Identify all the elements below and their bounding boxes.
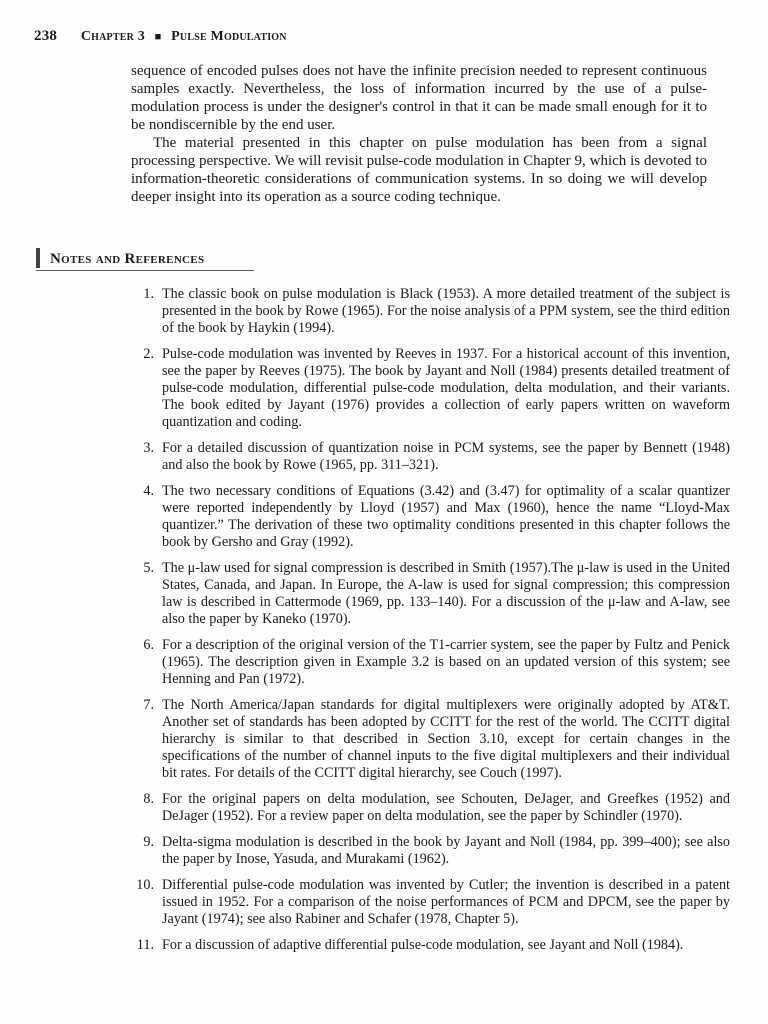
reference-item	[130, 560, 730, 628]
section-title: Notes and References	[50, 251, 205, 267]
reference-item	[130, 834, 730, 868]
reference-number: 10.	[136, 877, 154, 893]
reference-text: The classic book on pulse modulation is Black (1953). A more detailed treatment of the subject is presented in the book by Rowe (1965). For the noise analysis of a PPM system, see the third edition of the book by Haykin (1994).	[162, 286, 730, 336]
reference-item	[130, 791, 730, 825]
reference-text: For a description of the original version of the T1-carrier system, see the paper by Fultz and Penick (1965). The description given in Example 3.2 is based on an updated version of this system; see Henning and Pan (1972).	[162, 637, 730, 687]
reference-number: 8.	[143, 791, 154, 807]
reference-text: Differential pulse-code modulation was invented by Cutler; the invention is described in a patent issued in 1952. For a comparison of the noise performances of PCM and DPCM, see the paper by Jayant (1974); see also Rabiner and Schafer (1978, Chapter 5).	[162, 877, 730, 927]
reference-item	[130, 877, 730, 928]
reference-text: Pulse-code modulation was invented by Reeves in 1937. For a historical account of this invention, see the paper by Reeves (1975). The book by Jayant and Noll (1984) presents detailed treatment of pulse-code modulation, differential pulse-code modulation, delta modulation, and their variants. The book edited by Jayant (1976) provides a collection of early papers written on waveform quantization and coding.	[162, 346, 730, 430]
section-heading	[36, 248, 204, 268]
reference-text: The North America/Japan standards for digital multiplexers were originally adopted by AT&T. Another set of standards has been adopted by CCITT for the rest of the world. The CCITT digital hierarchy is similar to that described in Section 3.10, except for certain changes in the specifications of the number of channel inputs to the five digital multiplexers and their individual bit rates. For details of the CCITT digital hierarchy, see Couch (1997).	[162, 697, 730, 781]
reference-item	[130, 637, 730, 688]
reference-number: 5.	[143, 560, 154, 576]
reference-number: 11.	[136, 937, 154, 953]
reference-item	[130, 286, 730, 337]
reference-text: Delta-sigma modulation is described in the book by Jayant and Noll (1984, pp. 399–400); see also the paper by Inose, Yasuda, and Murakami (1962).	[162, 834, 730, 867]
reference-number: 6.	[143, 637, 154, 653]
chapter-label: Chapter 3	[80, 29, 145, 44]
reference-number: 2.	[143, 346, 154, 362]
reference-number: 4.	[143, 483, 154, 499]
intro-paragraph-2: The material presented in this chapter on pulse modulation has been from a signal processing perspective. We will revisit pulse-code modulation in Chapter 9, which is devoted to information-theoretic considerations of communication systems. In so doing we will develop deeper insight into its operation as a source coding technique.	[131, 135, 707, 205]
section-underline	[36, 270, 254, 271]
reference-item	[130, 483, 730, 551]
intro-paragraph-1: sequence of encoded pulses does not have the infinite precision needed to represent continuous samples exactly. Nevertheless, the loss of information incurred by the use of a pulse-modulation process is under the designer's control in that it can be made small enough for it to be nondiscernible by the end user.	[131, 63, 707, 133]
references-list	[130, 286, 730, 963]
chapter-title: Pulse Modulation	[171, 29, 287, 44]
header-separator: ■	[154, 31, 162, 43]
section-marker	[36, 248, 40, 268]
reference-item	[130, 346, 730, 431]
reference-number: 7.	[143, 697, 154, 713]
reference-text: The μ-law used for signal compression is described in Smith (1957).The μ-law is used in the United States, Canada, and Japan. In Europe, the A-law is used for signal compression; this compression law is described in Cattermode (1969, pp. 133–140). For a discussion of the μ-law and A-law, see also the paper by Kaneko (1970).	[162, 560, 730, 627]
running-head	[34, 28, 287, 45]
reference-item	[130, 697, 730, 782]
reference-number: 1.	[143, 286, 154, 302]
reference-number: 3.	[143, 440, 154, 456]
reference-item	[130, 440, 730, 474]
reference-number: 9.	[143, 834, 154, 850]
reference-text: For the original papers on delta modulation, see Schouten, DeJager, and Greefkes (1952) and DeJager (1952). For a review paper on delta modulation, see the paper by Schindler (1970).	[162, 791, 730, 824]
page-number: 238	[34, 28, 58, 44]
reference-text: The two necessary conditions of Equations (3.42) and (3.47) for optimality of a scalar quantizer were reported independently by Lloyd (1957) and Max (1960), hence the name “Lloyd-Max quantizer.” The derivation of these two optimality conditions presented in this chapter follows the book by Gersho and Gray (1992).	[162, 483, 730, 550]
intro-text	[131, 62, 707, 206]
reference-text: For a discussion of adaptive differential pulse-code modulation, see Jayant and Noll (1984).	[162, 937, 684, 953]
reference-text: For a detailed discussion of quantization noise in PCM systems, see the paper by Bennett (1948) and also the book by Rowe (1965, pp. 311–321).	[162, 440, 730, 473]
reference-item	[130, 937, 730, 954]
